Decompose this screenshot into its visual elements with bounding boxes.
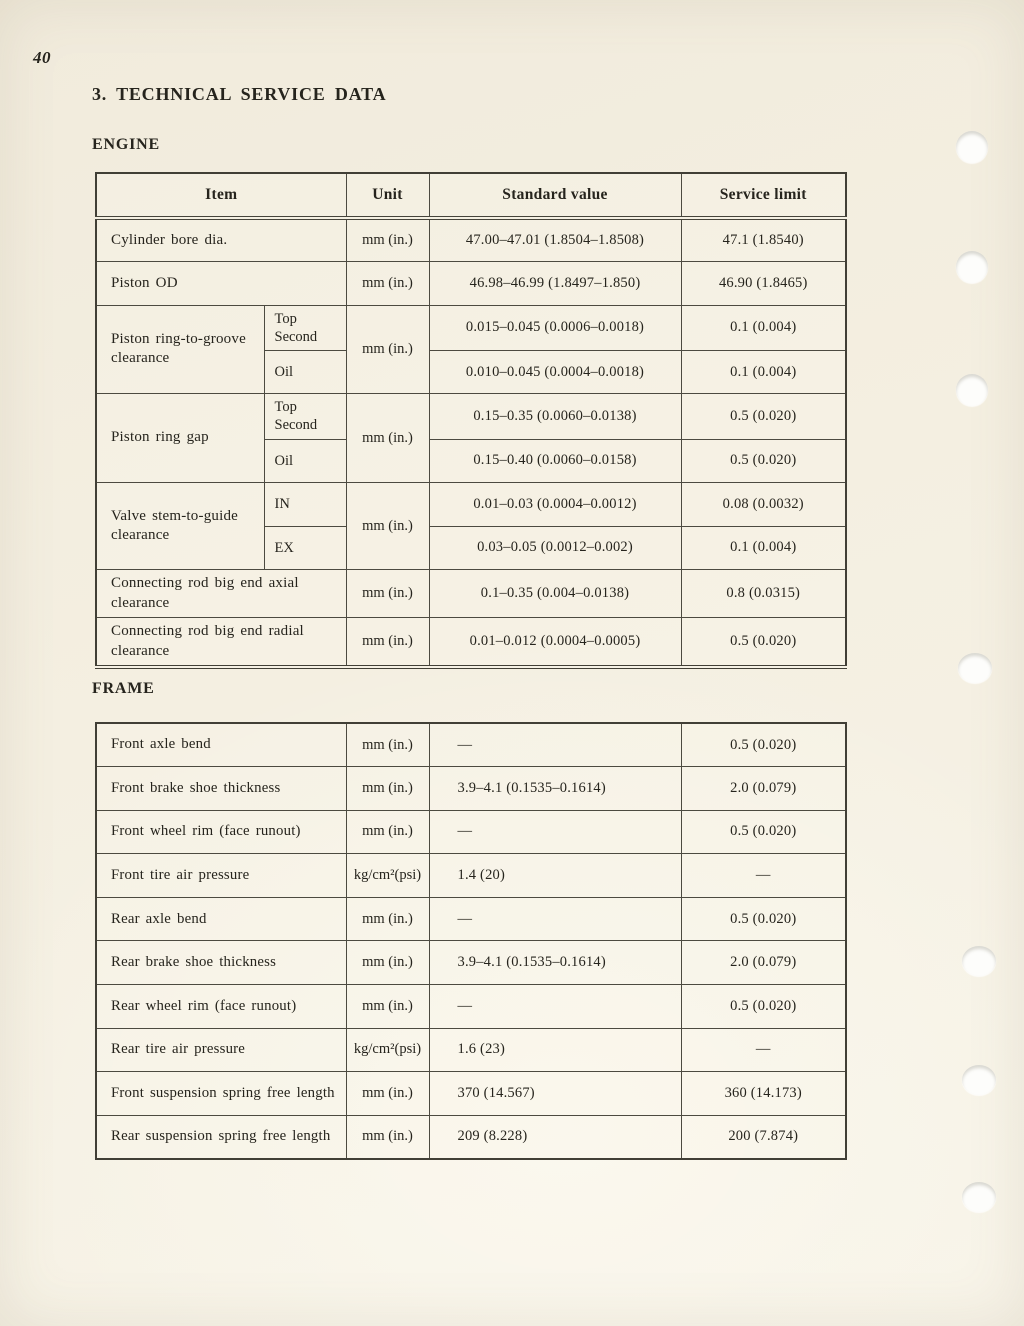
- item-cell: Piston OD: [96, 262, 346, 306]
- service-limit-cell: 200 (7.874): [681, 1115, 846, 1159]
- standard-value-cell: 0.01–0.012 (0.0004–0.0005): [429, 618, 681, 668]
- standard-value-cell: 0.015–0.045 (0.0006–0.0018): [429, 305, 681, 350]
- frame-spec-table: [95, 722, 847, 1160]
- item-cell: Valve stem-to-guide clearance: [96, 483, 264, 570]
- table-row: [96, 618, 846, 668]
- item-cell: Cylinder bore dia.: [96, 218, 346, 262]
- service-limit-cell: 0.1 (0.004): [681, 305, 846, 350]
- service-limit-cell: 0.5 (0.020): [681, 394, 846, 439]
- standard-value-cell: —: [429, 810, 681, 854]
- service-limit-cell: 2.0 (0.079): [681, 767, 846, 811]
- service-limit-cell: 2.0 (0.079): [681, 941, 846, 985]
- unit-cell: mm (in.): [346, 1072, 429, 1116]
- standard-value-cell: 1.6 (23): [429, 1028, 681, 1072]
- table-row: [96, 218, 846, 262]
- service-limit-cell: 0.08 (0.0032): [681, 483, 846, 527]
- binder-hole: [958, 653, 992, 683]
- service-limit-cell: 0.5 (0.020): [681, 985, 846, 1029]
- sub-item-cell: IN: [264, 483, 346, 527]
- unit-cell: mm (in.): [346, 941, 429, 985]
- sub-item-cell: Oil: [264, 439, 346, 483]
- engine-heading: ENGINE: [92, 136, 160, 153]
- standard-value-cell: 47.00–47.01 (1.8504–1.8508): [429, 218, 681, 262]
- service-limit-cell: 47.1 (1.8540): [681, 218, 846, 262]
- item-cell: Connecting rod big end axial clearance: [96, 570, 346, 618]
- unit-cell: mm (in.): [346, 618, 429, 668]
- binder-hole: [962, 946, 996, 976]
- service-limit-cell: 0.5 (0.020): [681, 439, 846, 483]
- service-limit-cell: 0.5 (0.020): [681, 810, 846, 854]
- table-row: [96, 394, 846, 439]
- item-cell: Rear tire air pressure: [96, 1028, 346, 1072]
- unit-cell: mm (in.): [346, 767, 429, 811]
- unit-cell: kg/cm²(psi): [346, 1028, 429, 1072]
- standard-value-cell: —: [429, 897, 681, 941]
- item-cell: Front wheel rim (face runout): [96, 810, 346, 854]
- standard-value-cell: 0.15–0.40 (0.0060–0.0158): [429, 439, 681, 483]
- item-cell: Piston ring-to-groove clearance: [96, 305, 264, 394]
- page-number: 40: [33, 48, 51, 67]
- unit-cell: mm (in.): [346, 897, 429, 941]
- service-limit-cell: 360 (14.173): [681, 1072, 846, 1116]
- unit-cell: mm (in.): [346, 262, 429, 306]
- service-limit-cell: 0.5 (0.020): [681, 618, 846, 668]
- table-row: [96, 985, 846, 1029]
- service-limit-cell: 0.5 (0.020): [681, 897, 846, 941]
- unit-cell: mm (in.): [346, 218, 429, 262]
- standard-value-cell: 370 (14.567): [429, 1072, 681, 1116]
- header-row: [96, 173, 846, 218]
- item-cell: Front suspension spring free length: [96, 1072, 346, 1116]
- binder-hole: [956, 251, 988, 283]
- service-limit-cell: 46.90 (1.8465): [681, 262, 846, 306]
- table-row: [96, 723, 846, 767]
- table-row: [96, 941, 846, 985]
- item-cell: Front axle bend: [96, 723, 346, 767]
- item-cell: Rear wheel rim (face runout): [96, 985, 346, 1029]
- column-header-item: Item: [96, 173, 346, 218]
- column-header-service-limit: Service limit: [681, 173, 846, 218]
- sub-item-cell: Oil: [264, 350, 346, 394]
- unit-cell: mm (in.): [346, 985, 429, 1029]
- table-row: [96, 1115, 846, 1159]
- sub-item-cell: Top Second: [264, 305, 346, 350]
- engine-spec-table: [95, 172, 847, 669]
- item-cell: Connecting rod big end radial clearance: [96, 618, 346, 668]
- binder-hole: [962, 1182, 996, 1212]
- item-cell: Rear axle bend: [96, 897, 346, 941]
- binder-hole: [956, 374, 988, 406]
- frame-heading: FRAME: [92, 680, 155, 697]
- service-limit-cell: —: [681, 1028, 846, 1072]
- table-row: [96, 1028, 846, 1072]
- item-cell: Front tire air pressure: [96, 854, 346, 898]
- unit-cell: mm (in.): [346, 305, 429, 394]
- service-limit-cell: 0.1 (0.004): [681, 350, 846, 394]
- unit-cell: mm (in.): [346, 810, 429, 854]
- sub-item-cell: Top Second: [264, 394, 346, 439]
- column-header-unit: Unit: [346, 173, 429, 218]
- sub-item-cell: EX: [264, 526, 346, 570]
- standard-value-cell: 0.1–0.35 (0.004–0.0138): [429, 570, 681, 618]
- standard-value-cell: 0.03–0.05 (0.0012–0.002): [429, 526, 681, 570]
- table-row: [96, 854, 846, 898]
- binder-hole: [956, 131, 988, 163]
- column-header-standard-value: Standard value: [429, 173, 681, 218]
- standard-value-cell: 0.010–0.045 (0.0004–0.0018): [429, 350, 681, 394]
- standard-value-cell: 3.9–4.1 (0.1535–0.1614): [429, 767, 681, 811]
- table-row: [96, 767, 846, 811]
- standard-value-cell: 209 (8.228): [429, 1115, 681, 1159]
- item-cell: Rear brake shoe thickness: [96, 941, 346, 985]
- service-limit-cell: 0.8 (0.0315): [681, 570, 846, 618]
- unit-cell: mm (in.): [346, 483, 429, 570]
- standard-value-cell: 3.9–4.1 (0.1535–0.1614): [429, 941, 681, 985]
- table-row: [96, 570, 846, 618]
- service-limit-cell: —: [681, 854, 846, 898]
- unit-cell: mm (in.): [346, 570, 429, 618]
- standard-value-cell: 0.01–0.03 (0.0004–0.0012): [429, 483, 681, 527]
- binder-hole: [962, 1065, 996, 1095]
- unit-cell: kg/cm²(psi): [346, 854, 429, 898]
- item-cell: Rear suspension spring free length: [96, 1115, 346, 1159]
- unit-cell: mm (in.): [346, 1115, 429, 1159]
- table-row: [96, 262, 846, 306]
- table-row: [96, 1072, 846, 1116]
- standard-value-cell: 0.15–0.35 (0.0060–0.0138): [429, 394, 681, 439]
- table-row: [96, 305, 846, 350]
- section-title: 3. TECHNICAL SERVICE DATA: [92, 84, 387, 104]
- standard-value-cell: —: [429, 985, 681, 1029]
- item-cell: Piston ring gap: [96, 394, 264, 483]
- standard-value-cell: 1.4 (20): [429, 854, 681, 898]
- unit-cell: mm (in.): [346, 723, 429, 767]
- standard-value-cell: —: [429, 723, 681, 767]
- table-row: [96, 897, 846, 941]
- item-cell: Front brake shoe thickness: [96, 767, 346, 811]
- table-row: [96, 810, 846, 854]
- unit-cell: mm (in.): [346, 394, 429, 483]
- standard-value-cell: 46.98–46.99 (1.8497–1.850): [429, 262, 681, 306]
- service-limit-cell: 0.5 (0.020): [681, 723, 846, 767]
- service-limit-cell: 0.1 (0.004): [681, 526, 846, 570]
- table-row: [96, 483, 846, 527]
